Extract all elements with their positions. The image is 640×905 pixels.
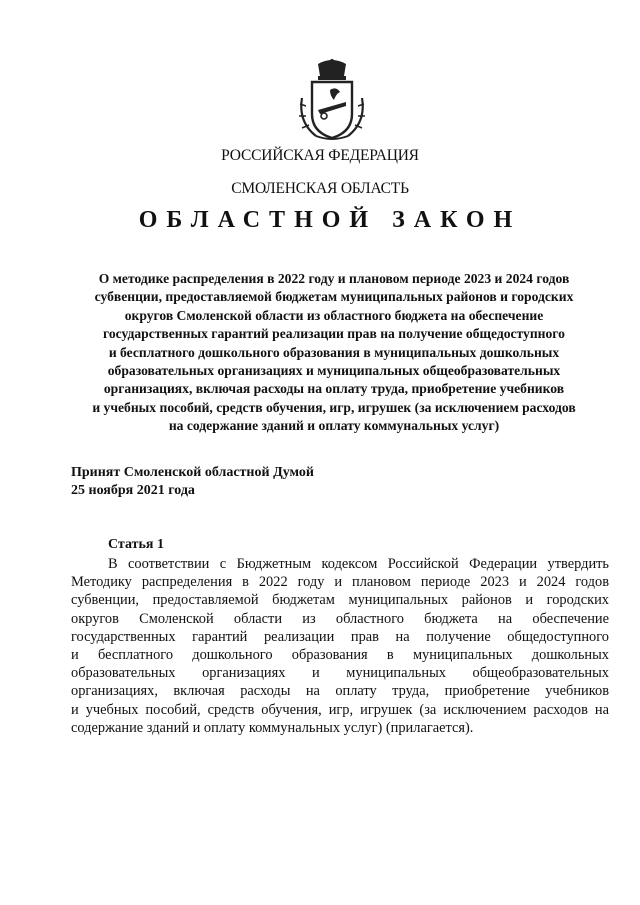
article-line: Методику распределения в 2022 году и плановом периоде 2023 и 2024 годов bbox=[71, 574, 609, 591]
smolensk-coat-of-arms-icon bbox=[296, 58, 368, 142]
article-line: и учебных пособий, средств обучения, игр, игрушек (за исключением расходов на bbox=[71, 701, 609, 718]
article-title: Статья 1 bbox=[108, 537, 164, 552]
subject-line: на содержание зданий и оплату коммунальных услуг) bbox=[168, 418, 500, 434]
adoption-block bbox=[71, 464, 314, 500]
subject-line: округов Смоленской области из областного бюджета на обеспечение bbox=[124, 307, 544, 323]
adoption-body: Принят Смоленской областной Думой bbox=[71, 465, 314, 480]
article-line: организациях, включая расходы на оплату труда, приобретение учебников bbox=[71, 683, 609, 700]
subject-line: О методике распределения в 2022 году и плановом периоде 2023 и 2024 годов bbox=[98, 271, 570, 286]
article-line: округов Смоленской области из областного бюджета на обеспечение bbox=[71, 610, 609, 627]
article-line: и бесплатного дошкольного образования в муниципальных дошкольных bbox=[71, 647, 609, 664]
article-line: содержание зданий и оплату коммунальных услуг) (прилагается). bbox=[71, 719, 474, 736]
law-subject bbox=[60, 270, 608, 436]
subject-line: субвенции, предоставляемой бюджетам муниципальных районов и городских bbox=[94, 289, 574, 305]
header-country: РОССИЙСКАЯ ФЕДЕРАЦИЯ bbox=[221, 147, 419, 164]
article-line: В соответствии с Бюджетным кодексом Российской Федерации утвердить bbox=[108, 556, 609, 572]
subject-line: и учебных пособий, средств обучения, игр, игрушек (за исключением расходов bbox=[92, 399, 576, 415]
subject-line: и бесплатного дошкольного образования в муниципальных дошкольных bbox=[108, 344, 560, 360]
document-type-title: ОБЛАСТНОЙ ЗАКОН bbox=[138, 207, 522, 233]
article-line: субвенции, предоставляемой бюджетам муниципальных районов и городских bbox=[71, 592, 609, 609]
article-line: государственных гарантий реализации прав на получение общедоступного bbox=[71, 628, 609, 645]
article-body bbox=[71, 555, 609, 737]
subject-line: организациях, включая расходы на оплату труда, приобретение учебников bbox=[103, 381, 565, 397]
adoption-date: 25 ноября 2021 года bbox=[71, 483, 195, 498]
subject-line: образовательных организациях и муниципальных общеобразовательных bbox=[107, 363, 561, 379]
header-region: СМОЛЕНСКАЯ ОБЛАСТЬ bbox=[231, 180, 409, 197]
article-line: образовательных организациях и муниципальных общеобразовательных bbox=[71, 665, 609, 682]
subject-line: государственных гарантий реализации прав на получение общедоступного bbox=[103, 326, 565, 342]
